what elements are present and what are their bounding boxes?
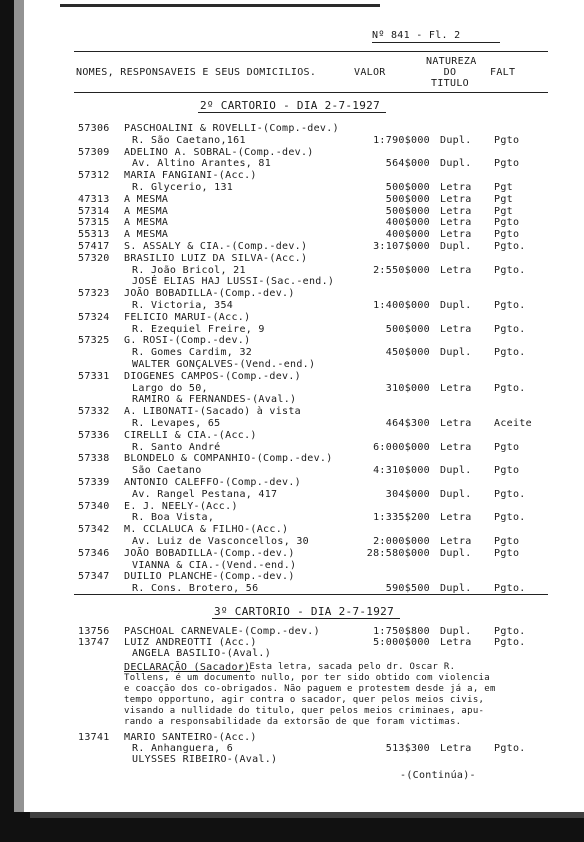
entry-name: DIOGENES CAMPOS-(Comp.-dev.) (124, 370, 301, 382)
entry-number: 57314 (78, 205, 110, 217)
entry-nature: Dupl. (440, 347, 472, 359)
entry-value: 400$000 (385, 229, 430, 241)
page-reference: Nº 841 - Fl. 2 (372, 30, 461, 41)
entry-name: FELICIO MARUI-(Acc.) (124, 311, 251, 323)
entry-number: 57340 (78, 500, 110, 512)
entry-name: BLONDELO & COMPANHIO-(Comp.-dev.) (124, 453, 333, 465)
entry-ref: Pgto (494, 547, 520, 559)
entry-nature: Letra (440, 229, 472, 241)
header-bottom-rule (74, 92, 548, 93)
entry-number: 57324 (78, 311, 110, 323)
entry-value: 4:310$000 (373, 465, 430, 477)
entry-ref: Pgto. (494, 241, 526, 252)
entry-number: 13756 (78, 626, 110, 637)
entry-number: 57312 (78, 170, 110, 182)
declaration-line: Tollens, é um documento nullo, por ter sido obtido com violencia (124, 673, 490, 683)
entry-nature: Letra (440, 382, 472, 394)
entry-name: A. LIBONATI-(Sacado) à vista (124, 406, 301, 418)
entry-value: 464$300 (385, 418, 430, 429)
entry-value: 1:750$800 (373, 626, 430, 637)
entry-name: R. Santo André (132, 441, 221, 453)
entry-number: 13747 (78, 637, 110, 648)
entry-nature: Dupl. (440, 626, 472, 637)
entry-ref: Pgto. (494, 323, 526, 335)
entry-ref: Aceite (494, 418, 532, 429)
entry-name: BRASILIO LUIZ DA SILVA-(Acc.) (124, 252, 308, 264)
entry-value: 513$300 (385, 743, 430, 754)
entry-name: DUILIO PLANCHE-(Comp.-dev.) (124, 571, 295, 583)
entry-name: A MESMA (124, 205, 169, 217)
entry-value: 500$000 (385, 193, 430, 205)
entry-value: 500$000 (385, 182, 430, 193)
entry-name: MARIA FANGIANI-(Acc.) (124, 170, 257, 182)
entry-name: CIRELLI & CIA.-(Acc.) (124, 429, 257, 441)
entry-ref: Pgto. (494, 300, 526, 311)
entry-ref: Pgto (494, 465, 520, 477)
entry-value: 310$000 (385, 382, 430, 394)
entry-number: 57336 (78, 429, 110, 441)
entry-name: MARIO SANTEIRO-(Acc.) (124, 732, 257, 743)
entry-nature: Dupl. (440, 547, 472, 559)
entry-nature: Dupl. (440, 300, 472, 311)
entry-ref: Pgto. (494, 264, 526, 276)
entry-nature: Letra (440, 637, 472, 648)
entry-number: 57315 (78, 217, 110, 229)
entry-ref: Pgto (494, 441, 520, 453)
entry-ref: Pgto. (494, 743, 526, 754)
entry-value: 3:107$000 (373, 241, 430, 252)
entry-value: 28:580$000 (366, 547, 430, 559)
entry-ref: Pgt (494, 182, 513, 193)
entry-name: E. J. NEELY-(Acc.) (124, 500, 238, 512)
entry-ref: Pgto (494, 229, 520, 241)
section1-title-underline (198, 112, 386, 113)
header-col-name: NOMES, RESPONSAVEIS E SEUS DOMICILIOS. (76, 67, 317, 78)
entry-ref: Pgto. (494, 583, 526, 595)
entry-nature: Letra (440, 182, 472, 193)
entry-name: ULYSSES RIBEIRO-(Aval.) (132, 754, 278, 765)
header-col-nature: NATUREZA DO TITULO (426, 56, 477, 89)
entry-name: R. Levapes, 65 (132, 418, 221, 429)
entry-number: 57332 (78, 406, 110, 418)
entry-ref: Pgto. (494, 488, 526, 500)
entry-ref: Pgto (494, 158, 520, 170)
entry-name: R. Boa Vista, (132, 512, 215, 524)
entry-number: 57347 (78, 571, 110, 583)
entry-ref: Pgto (494, 134, 520, 146)
entry-ref: Pgto. (494, 626, 526, 637)
entry-value: 5:000$000 (373, 637, 430, 648)
entry-name: Largo do 50, (132, 382, 208, 394)
entry-nature: Letra (440, 512, 472, 524)
scan-left-shadow (14, 0, 24, 842)
continua-note: -(Continúa)- (400, 770, 476, 781)
entry-ref: Pgt (494, 193, 513, 205)
entry-name: R. Gomes Cardim, 32 (132, 347, 253, 359)
entry-value: 6:000$000 (373, 441, 430, 453)
entry-number: 57331 (78, 370, 110, 382)
entry-name: RAMIRO & FERNANDES-(Aval.) (132, 394, 297, 406)
entry-name: R. Victoria, 354 (132, 300, 234, 311)
entry-number: 57417 (78, 241, 110, 252)
entry-ref: Pgt (494, 205, 513, 217)
entry-value: 500$000 (385, 323, 430, 335)
entry-name: G. ROSI-(Comp.-dev.) (124, 335, 251, 347)
entry-name: R. Glycerio, 131 (132, 182, 234, 193)
entry-name: A MESMA (124, 217, 169, 229)
scan-top-edge (0, 0, 584, 22)
entry-ref: Pgto. (494, 512, 526, 524)
entry-number: 57342 (78, 524, 110, 536)
entry-name: Av. Luiz de Vasconcellos, 30 (132, 536, 309, 547)
entry-name: R. Cons. Brotero, 56 (132, 583, 259, 595)
declaration-line: e coacção dos co-obrigados. Não paguem e protestem desde já a, em (124, 684, 496, 694)
entry-value: 2:000$000 (373, 536, 430, 547)
entry-nature: Letra (440, 217, 472, 229)
entry-nature: Dupl. (440, 583, 472, 595)
entry-value: 500$000 (385, 205, 430, 217)
entry-nature: Dupl. (440, 488, 472, 500)
section1-title: 2º CARTORIO - DIA 2-7-1927 (200, 99, 380, 112)
entry-nature: Letra (440, 743, 472, 754)
declaration-line: tempo opportuno, agir contra o sacador, quer pelos meios civis, (124, 695, 485, 705)
entry-number: 55313 (78, 229, 110, 241)
entry-name: ANTONIO CALEFFO-(Comp.-dev.) (124, 477, 301, 488)
entry-nature: Dupl. (440, 241, 472, 252)
entry-value: 1:790$000 (373, 134, 430, 146)
entry-nature: Letra (440, 418, 472, 429)
entry-ref: Pgto. (494, 637, 526, 648)
entry-name: R. Anhanguera, 6 (132, 743, 234, 754)
entry-name: A MESMA (124, 193, 169, 205)
entry-name: LUIZ ANDREOTTI (Acc.) (124, 637, 257, 648)
section2-title-underline (212, 618, 400, 619)
entry-value: 564$000 (385, 158, 430, 170)
entry-name: S. ASSALY & CIA.-(Comp.-dev.) (124, 241, 308, 252)
section2-title: 3º CARTORIO - DIA 2-7-1927 (214, 605, 394, 618)
entry-name: R. São Caetano,161 (132, 134, 246, 146)
entry-nature: Letra (440, 536, 472, 547)
scan-bottom-edge (0, 812, 584, 842)
page-ref-underline (372, 42, 500, 43)
entry-name: ANGELA BASILIO-(Aval.) (132, 648, 272, 659)
entry-number: 57346 (78, 547, 110, 559)
entry-name: WALTER GONÇALVES-(Vend.-end.) (132, 359, 316, 370)
entry-nature: Dupl. (440, 465, 472, 477)
entry-number: 13741 (78, 732, 110, 743)
entry-name: São Caetano (132, 465, 202, 477)
header-col-ref: FALT (490, 67, 516, 78)
entry-ref: Pgto. (494, 347, 526, 359)
entry-value: 450$000 (385, 347, 430, 359)
declaration-label: DECLARAÇÃO (Sacador) (124, 662, 251, 673)
entry-number: 57306 (78, 123, 110, 134)
entry-value: 590$500 (385, 583, 430, 595)
entry-name: ADELINO A. SOBRAL-(Comp.-dev.) (124, 146, 314, 158)
entry-name: A MESMA (124, 229, 169, 241)
entry-name: JOÃO BOBADILLA-(Comp.-dev.) (124, 547, 295, 559)
entry-nature: Dupl. (440, 158, 472, 170)
entry-number: 47313 (78, 193, 110, 205)
entry-number: 57323 (78, 288, 110, 300)
entry-nature: Dupl. (440, 134, 472, 146)
entry-nature: Letra (440, 205, 472, 217)
entry-nature: Letra (440, 193, 472, 205)
entry-name: JOSÉ ELIAS HAJ LUSSI-(Sac.-end.) (132, 276, 335, 288)
header-col-value: VALOR (354, 67, 386, 78)
entry-name: PASCHOAL CARNEVALE-(Comp.-dev.) (124, 626, 320, 637)
entry-number: 57320 (78, 252, 110, 264)
entry-value: 2:550$000 (373, 264, 430, 276)
entry-name: R. Ezequiel Freire, 9 (132, 323, 265, 335)
declaration-line: - Esta letra, sacada pelo dr. Oscar R. (238, 662, 456, 672)
header-top-rule (74, 51, 548, 52)
scan-left-edge (0, 0, 14, 842)
entry-value: 304$000 (385, 488, 430, 500)
entry-nature: Letra (440, 264, 472, 276)
entry-name: Av. Altino Arantes, 81 (132, 158, 272, 170)
entry-number: 57309 (78, 146, 110, 158)
entry-nature: Letra (440, 441, 472, 453)
declaration-line: visando a nullidade do titulo, quer pelos meios criminaes, apu- (124, 706, 485, 716)
entry-name: Av. Rangel Pestana, 417 (132, 488, 278, 500)
entry-ref: Pgto. (494, 382, 526, 394)
entry-value: 1:335$200 (373, 512, 430, 524)
entry-ref: Pgto (494, 217, 520, 229)
entry-number: 57339 (78, 477, 110, 488)
entry-nature: Letra (440, 323, 472, 335)
entry-value: 1:400$000 (373, 300, 430, 311)
declaration-line: rando a responsabilidade da extorsão de que foram victimas. (124, 717, 462, 727)
entry-name: M. CCLALUCA & FILHO-(Acc.) (124, 524, 289, 536)
entry-name: VIANNA & CIA.-(Vend.-end.) (132, 559, 297, 571)
entry-name: R. João Bricol, 21 (132, 264, 246, 276)
entry-name: PASCHOALINI & ROVELLI-(Comp.-dev.) (124, 123, 339, 134)
entry-value: 400$000 (385, 217, 430, 229)
entry-name: JOÃO BOBADILLA-(Comp.-dev.) (124, 288, 295, 300)
entry-number: 57338 (78, 453, 110, 465)
entry-number: 57325 (78, 335, 110, 347)
entry-ref: Pgto (494, 536, 520, 547)
section-divider (74, 594, 548, 595)
